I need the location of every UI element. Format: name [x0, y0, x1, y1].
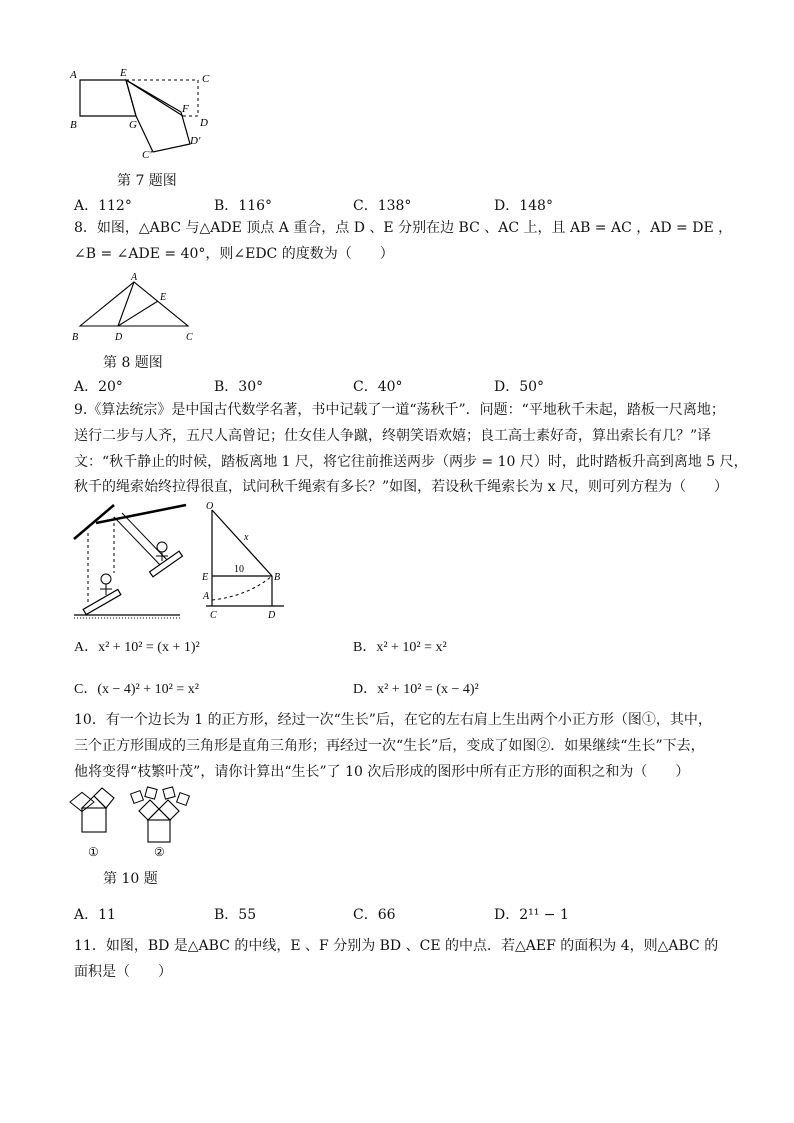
q9-label-E: E — [202, 572, 209, 583]
q9-option-c: C．(x − 4)² + 10² = x² — [74, 682, 199, 697]
q7-label-B: B — [70, 119, 77, 131]
q10-option-a: A．11 — [74, 907, 116, 923]
q10-option-d: D．2¹¹ − 1 — [494, 907, 569, 923]
q9-arc — [212, 576, 272, 600]
q8-label-E: E — [160, 292, 167, 303]
q9-label-C: C — [210, 610, 217, 621]
q7-label-C: C — [202, 73, 210, 85]
q9-text-line3: 文：“秋千静止的时候，踏板离地 1 尺，将它往前推送两步（两步 = 10 尺）时，此时踏板升高到离地 5 尺， — [74, 454, 748, 470]
q8-option-c: C．40° — [353, 379, 403, 395]
q9-label-B: B — [274, 572, 281, 583]
q10-figure — [68, 786, 208, 860]
q9-text-line4: 秋千的绳索始终拉得很直，试问秋千绳索有多长？”如图，若设秋千绳索长为 x 尺，则可列方程为（ ） — [74, 479, 728, 495]
q10-option-b: B．55 — [214, 907, 257, 923]
q11-text-line2: 面积是（ ） — [74, 964, 172, 980]
q8-label-A: A — [131, 272, 138, 283]
q8-segment-de — [118, 301, 158, 326]
q10-fig2-label: ② — [154, 845, 165, 859]
q8-option-b: B．30° — [214, 379, 264, 395]
q9-label-A: A — [203, 591, 210, 602]
q7-option-c: C．138° — [353, 198, 412, 214]
q9-geometry-figure — [198, 500, 290, 626]
q9-label-10: 10 — [234, 564, 244, 575]
q8-option-d: D．50° — [494, 379, 545, 395]
q7-label-D: D — [200, 117, 208, 129]
q8-label-C: C — [186, 332, 193, 343]
q8-label-B: B — [72, 332, 79, 343]
q10-option-c: C．66 — [353, 907, 396, 923]
q7-option-b: B．116° — [214, 198, 273, 214]
q8-caption: 第 8 题图 — [103, 355, 163, 371]
q9-option-a: A．x² + 10² = (x + 1)² — [74, 640, 200, 655]
q10-text-line1: 10．有一个边长为 1 的正方形，经过一次“生长”后，在它的左右肩上生出两个小正方形（图①，其中， — [74, 712, 712, 728]
q8-triangle-abc — [80, 282, 188, 326]
q10-caption: 第 10 题 — [103, 871, 158, 887]
q9-text-line1: 9.《算法统宗》是中国古代数学名著，书中记载了一道“荡秋千”．问题：“平地秋千未起，踏板一尺离地； — [74, 402, 725, 418]
q9-label-D: D — [268, 610, 276, 621]
q7-option-d: D．148° — [494, 198, 553, 214]
q7-label-Cp: C' — [142, 149, 152, 161]
q8-text-line2: ∠B = ∠ADE = 40°，则∠EDC 的度数为（ ） — [74, 246, 394, 262]
q9-option-d: D．x² + 10² = (x − 4)² — [353, 682, 479, 697]
q8-option-a: A．20° — [74, 379, 123, 395]
q7-label-G: G — [129, 119, 137, 131]
q11-text-line1: 11．如图，BD 是△ABC 的中线，E 、F 分别为 BD 、CE 的中点．若△AEF 的面积为 4，则△ABC 的 — [74, 938, 719, 954]
q9-label-O: O — [206, 501, 214, 512]
q7-option-a: A．112° — [74, 198, 132, 214]
q7-figure — [66, 66, 226, 162]
q7-caption: 第 7 题图 — [117, 173, 177, 189]
q9-option-b: B．x² + 10² = x² — [353, 640, 447, 655]
q7-label-Dp: D' — [190, 135, 201, 147]
q7-label-A: A — [70, 69, 77, 81]
q7-label-E: E — [120, 67, 127, 79]
q9-label-x: x — [244, 532, 249, 543]
q10-text-line2: 三个正方形围成的三角形是直角三角形；再经过一次“生长”后，变成了如图②．如果继续“生长”下去， — [74, 738, 705, 754]
q10-text-line3: 他将变得“枝繁叶茂”，请你计算出“生长”了 10 次后形成的图形中所有正方形的面积之和为（ ） — [74, 764, 690, 780]
q9-text-line2: 送行二步与人齐，五尺人高曾记；仕女佳人争蹴，终朝笑语欢嬉；良工高士素好奇，算出索长有几？”译 — [74, 428, 712, 444]
q8-figure — [66, 272, 202, 346]
q8-label-D: D — [115, 332, 123, 343]
q8-text-line1: 8．如图，△ABC 与△ADE 顶点 A 重合，点 D 、E 分别在边 BC 、AC 上，且 AB = AC ，AD = DE ， — [74, 220, 733, 236]
q10-fig1-label: ① — [88, 845, 99, 859]
q9-swing-illustration — [70, 503, 190, 623]
q7-label-F: F — [182, 103, 189, 115]
